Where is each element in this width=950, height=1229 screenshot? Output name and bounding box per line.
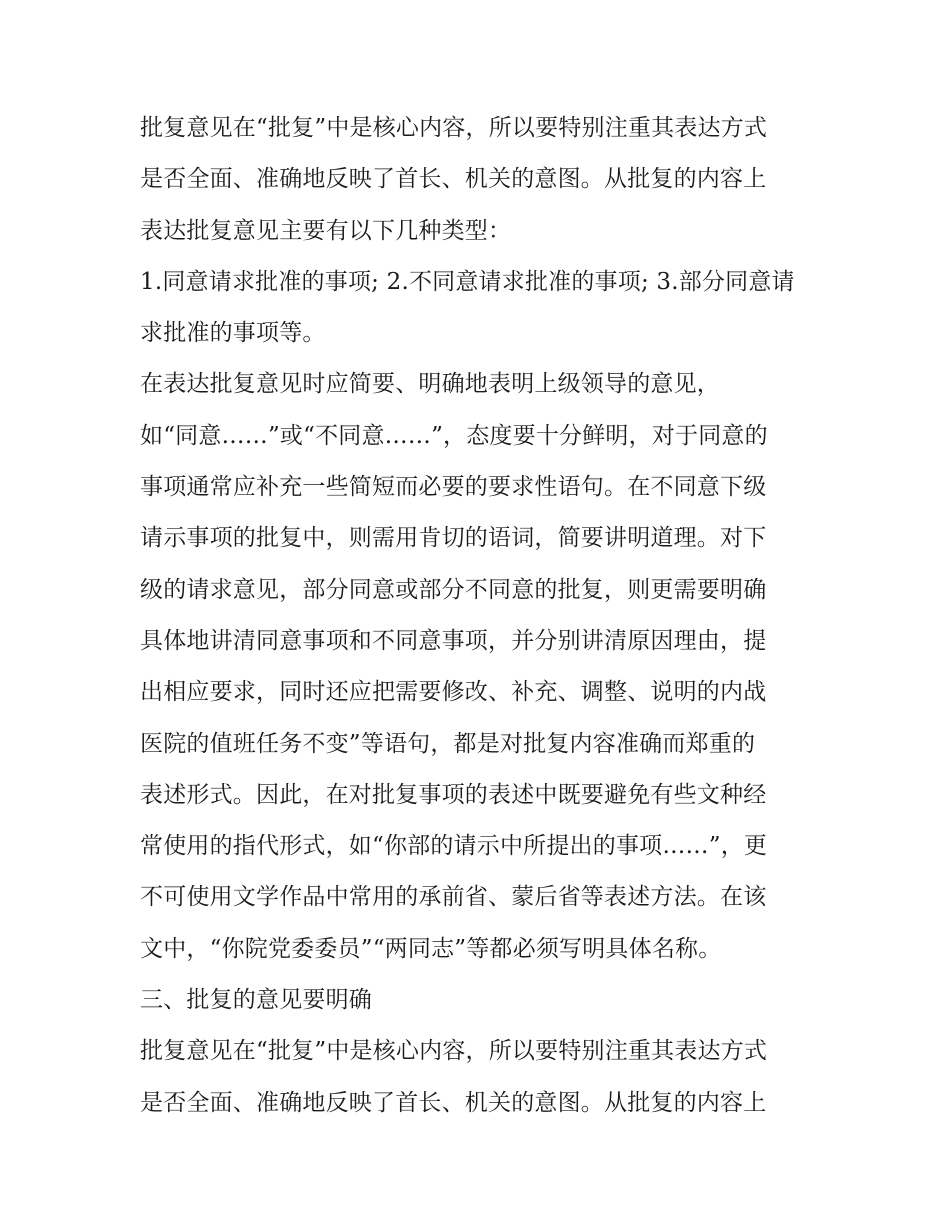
text-line: 批复意见在“批复”中是核心内容，所以要特别注重其表达方式 xyxy=(140,1038,768,1065)
text-line: 常使用的指代形式，如“你部的请示中所提出的事项……”，更 xyxy=(140,833,768,860)
text-line: 文中，“你院党委委员”“两同志”等都必须写明具体名称。 xyxy=(140,935,722,962)
text-line: 是否全面、准确地反映了首长、机关的意图。从批复的内容上 xyxy=(140,1089,767,1116)
text-line: 医院的值班任务不变”等语句，都是对批复内容准确而郑重的 xyxy=(140,730,756,757)
text-line: 表达批复意见主要有以下几种类型： xyxy=(140,217,512,244)
document-page xyxy=(140,103,815,1129)
text-line: 不可使用文学作品中常用的承前省、蒙后省等表述方法。在该 xyxy=(140,884,767,911)
section-heading: 三、批复的意见要明确 xyxy=(140,987,372,1014)
text-line: 出相应要求，同时还应把需要修改、补充、调整、说明的内战 xyxy=(140,679,767,706)
text-line: 如“同意……”或“不同意……”，态度要十分鲜明，对于同意的 xyxy=(140,422,768,449)
text-line: 请示事项的批复中，则需用肯切的语词，简要讲明道理。对下 xyxy=(140,525,767,552)
text-line: 事项通常应补充一些简短而必要的要求性语句。在不同意下级 xyxy=(140,474,767,501)
text-line: 在表达批复意见时应简要、明确地表明上级领导的意见， xyxy=(140,371,720,398)
text-line: 批复意见在“批复”中是核心内容，所以要特别注重其表达方式 xyxy=(140,115,768,141)
text-line: 是否全面、准确地反映了首长、机关的意图。从批复的内容上 xyxy=(140,166,767,193)
text-line: 1.同意请求批准的事项; 2.不同意请求批准的事项; 3.部分同意请 xyxy=(140,268,795,295)
text-line: 级的请求意见，部分同意或部分不同意的批复，则更需要明确 xyxy=(140,576,767,603)
text-line: 求批准的事项等。 xyxy=(140,320,326,347)
text-line: 表述形式。因此，在对批复事项的表述中既要避免有些文种经 xyxy=(140,781,767,808)
text-line: 具体地讲清同意事项和不同意事项，并分别讲清原因理由，提 xyxy=(140,627,767,654)
